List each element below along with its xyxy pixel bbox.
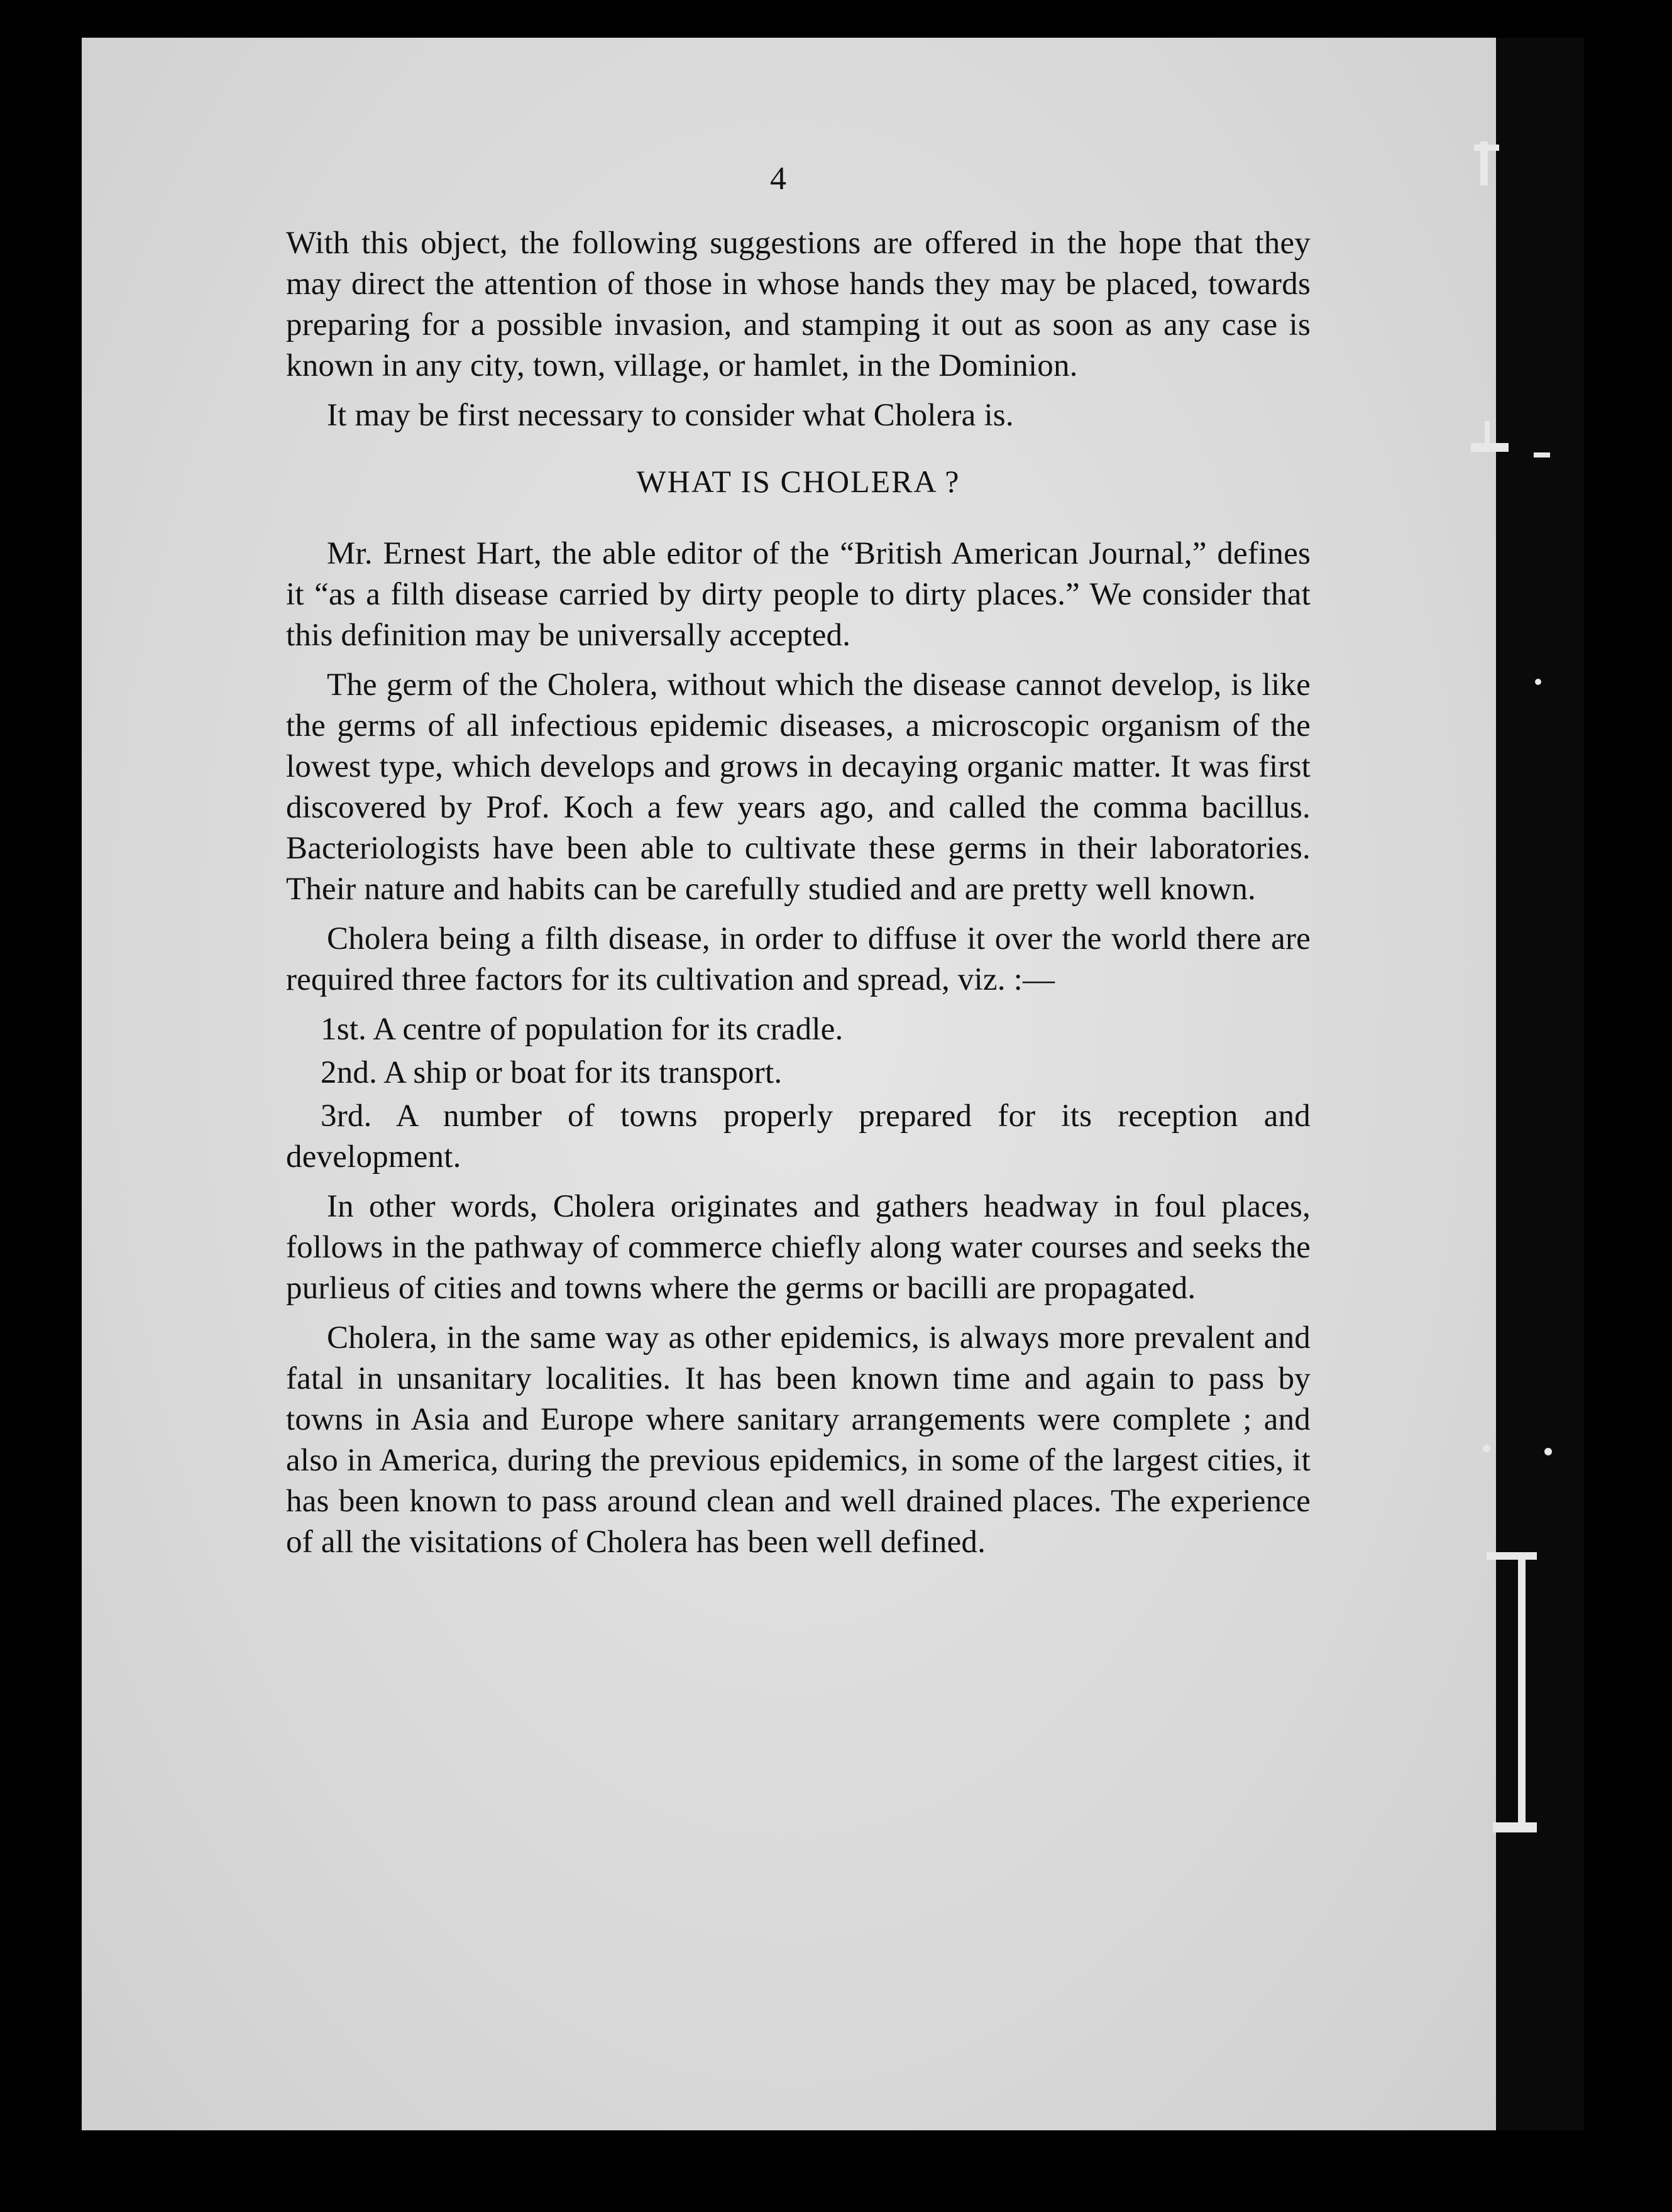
paragraph: Mr. Ernest Hart, the able editor of the “British American Journal,” defines it “as a filth disease carried by dirty people to dirty places.” We consider that this definition may be universally accepted. <box>286 536 1311 653</box>
paragraph: In other words, Cholera originates and gathers headway in foul places, follows in the pathway of commerce chiefly along water courses and seeks the purlieus of cities and towns where the germs or bacilli are propagated. <box>286 1189 1311 1306</box>
paragraph: Cholera being a filth disease, in order to diffuse it over the world there are required three factors for its cultivation and spread, viz. :— <box>286 921 1311 997</box>
page-number: 4 <box>770 161 786 197</box>
paragraph: The germ of the Cholera, without which the disease cannot develop, is like the germs of all infectious epidemic diseases, a microscopic organism of the lowest type, which develops and grows in decaying organic matter. It was first discovered by Prof. Koch a few years ago, and called the comma bacillus. Bacteriologists have been able to cultivate these germs in their laboratories. Their nature and habits can be carefully studied and are pretty well known. <box>286 667 1311 907</box>
list-item: 1st. A centre of population for its cradle. <box>321 1012 844 1047</box>
paragraph: Cholera, in the same way as other epidemics, is always more prevalent and fatal in unsanitary localities. It has been known time and again to pass by towns in Asia and Europe where sanitary arrangements were complete ; and also in America, during the previous epidemics, in some of the largest cities, it has been known to pass around clean and well drained places. The experience of all the visitations of Cholera has been well defined. <box>286 1320 1311 1560</box>
section-heading: WHAT IS CHOLERA ? <box>636 464 960 499</box>
paragraph: With this object, the following suggestions are offered in the hope that they may direct the attention of those in whose hands they may be placed, towards preparing for a possible invasion, and stamping it out as soon as any case is known in any city, town, village, or hamlet, in the Dominion. <box>286 226 1311 383</box>
list-item: 3rd. A number of towns properly prepared for its reception and development. <box>286 1098 1311 1174</box>
page-edge-shadow <box>1496 38 1584 2130</box>
document-text <box>286 223 1311 1572</box>
list-item: 2nd. A ship or boat for its transport. <box>321 1055 783 1090</box>
paragraph: It may be first necessary to consider what Cholera is. <box>327 398 1014 433</box>
